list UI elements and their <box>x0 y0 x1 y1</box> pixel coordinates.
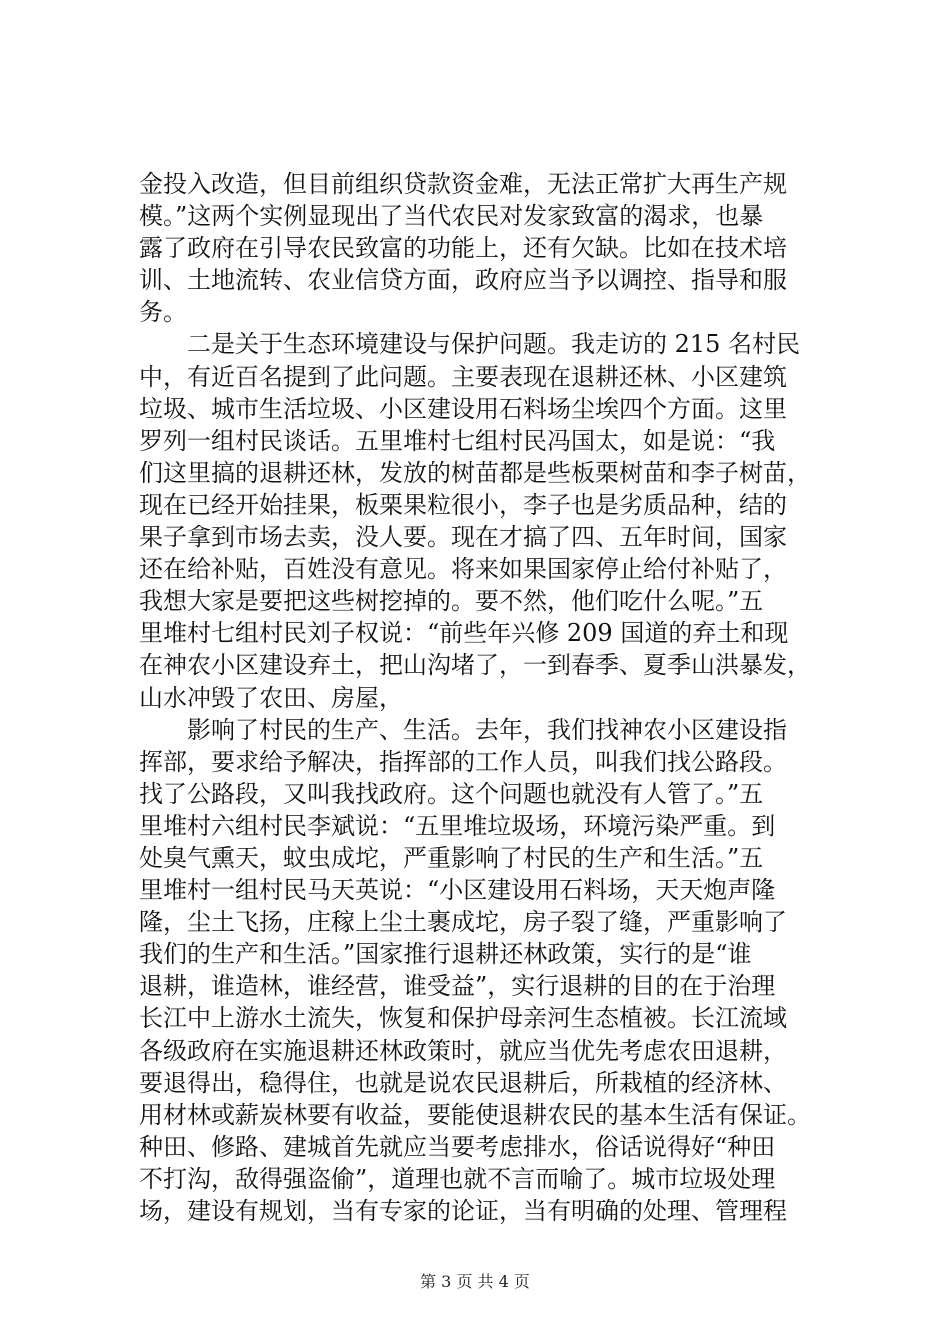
body-line: 我们的生产和生活。”国家推行退耕还林政策，实行的是“谁 <box>139 940 752 969</box>
body-line: 各级政府在实施退耕还林政策时，就应当优先考虑农田退耕， <box>139 1036 787 1065</box>
body-line: 我想大家是要把这些树挖掉的。要不然，他们吃什么呢。”五 <box>139 587 764 616</box>
body-line: 里堆村六组村民李斌说：“五里堆垃圾场，环境污染严重。到 <box>139 811 776 840</box>
body-line: 影响了村民的生产、生活。去年，我们找神农小区建设指 <box>139 715 787 744</box>
body-line: 露了政府在引导农民致富的功能上，还有欠缺。比如在技术培 <box>139 234 787 263</box>
body-line: 在神农小区建设弃土，把山沟堵了，一到春季、夏季山洪暴发， <box>139 651 811 680</box>
body-line: 山水冲毁了农田、房屋， <box>139 683 403 712</box>
body-line: 场，建设有规划，当有专家的论证，当有明确的处理、管理程 <box>139 1197 787 1225</box>
body-line: 挥部，要求给予解决，指挥部的工作人员，叫我们找公路段。 <box>139 747 787 776</box>
body-line: 中，有近百名提到了此问题。主要表现在退耕还林、小区建筑 <box>139 362 787 391</box>
body-line: 金投入改造，但目前组织贷款资金难，无法正常扩大再生产规 <box>139 170 787 198</box>
body-line: 现在已经开始挂果，板栗果粒很小，李子也是劣质品种，结的 <box>139 490 787 519</box>
body-line: 垃圾、城市生活垃圾、小区建设用石料场尘埃四个方面。这里 <box>139 394 787 423</box>
body-line: 退耕，谁造林，谁经营，谁受益”，实行退耕的目的在于治理 <box>139 972 776 1001</box>
body-line: 里堆村七组村民刘子权说：“前些年兴修 209 国道的弃土和现 <box>139 619 789 648</box>
body-line: 处臭气熏天，蚊虫成坨，严重影响了村民的生产和生活。”五 <box>139 843 764 872</box>
body-line: 用材林或薪炭林要有收益，要能使退耕农民的基本生活有保证。 <box>139 1100 811 1129</box>
body-line: 长江中上游水土流失，恢复和保护母亲河生态植被。长江流域 <box>139 1004 787 1033</box>
body-line: 二是关于生态环境建设与保护问题。我走访的 215 名村民 <box>139 330 801 359</box>
body-line: 果子拿到市场去卖，没人要。现在才搞了四、五年时间，国家 <box>139 523 787 552</box>
body-line: 隆，尘土飞扬，庄稼上尘土裹成坨，房子裂了缝，严重影响了 <box>139 908 787 937</box>
body-line: 们这里搞的退耕还林，发放的树苗都是些板栗树苗和李子树苗， <box>139 458 811 487</box>
body-line: 还在给补贴，百姓没有意见。将来如果国家停止给付补贴了， <box>139 555 787 584</box>
body-line: 要退得出，稳得住，也就是说农民退耕后，所栽植的经济林、 <box>139 1068 787 1097</box>
body-line: 里堆村一组村民马天英说：“小区建设用石料场，天天炮声隆 <box>139 876 776 905</box>
body-line: 种田、修路、建城首先就应当要考虑排水，俗话说得好“种田 <box>139 1132 776 1161</box>
body-line: 罗列一组村民谈话。五里堆村七组村民冯国太，如是说：“我 <box>139 426 776 455</box>
body-line: 模。”这两个实例显现出了当代农民对发家致富的渴求，也暴 <box>139 202 764 231</box>
document-body <box>139 168 839 1227</box>
page-footer: 第 3 页 共 4 页 <box>420 1272 530 1291</box>
body-line: 务。 <box>139 298 187 327</box>
body-line: 不打沟，敌得强盗偷”，道理也就不言而喻了。城市垃圾处理 <box>139 1164 776 1193</box>
body-line: 训、土地流转、农业信贷方面，政府应当予以调控、指导和服 <box>139 266 787 295</box>
body-line: 找了公路段，又叫我找政府。这个问题也就没有人管了。”五 <box>139 779 764 808</box>
